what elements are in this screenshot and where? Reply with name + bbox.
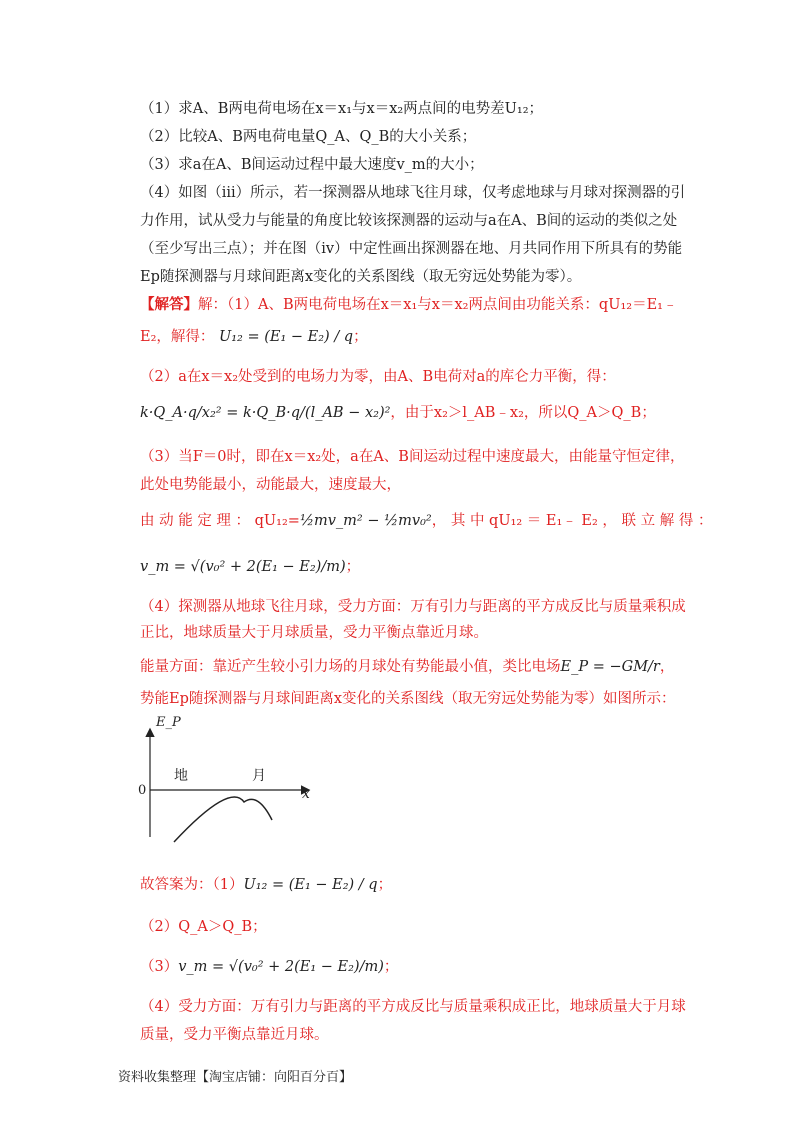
final-2-line: （2）Q_A＞Q_B； (140, 919, 267, 935)
final-3-line (140, 956, 398, 978)
x-axis-label: x (302, 786, 310, 802)
answer-3-line-3 (140, 510, 712, 532)
answer-3-line-1: （3）当F＝0时，即在x＝x₂处，a在A、B间运动过程中速度最大，由能量守恒定律， (140, 449, 685, 465)
earth-label: 地 (174, 768, 188, 784)
answer-3-line-2: 此处电势能最小，动能最大，速度最大， (140, 477, 401, 493)
question-3: （3）求a在A、B间运动过程中最大速度v_m的大小； (140, 157, 484, 173)
final-4-line-2: 质量，受力平衡点靠近月球。 (140, 1027, 329, 1043)
answer-2-line-1: （2）a在x＝x₂处受到的电场力为零，由A、B电荷对a的库仑力平衡，得： (140, 369, 616, 385)
answer-3-result-line (140, 556, 360, 578)
question-2: （2）比较A、B两电荷电量Q_A、Q_B的大小关系； (140, 129, 477, 145)
final-3-formula: v_m = √(v₀² + 2(E₁ − E₂)/m) (178, 959, 384, 975)
energy-curve (174, 797, 272, 842)
final-4-line-1: （4）受力方面：万有引力与距离的平方成反比与质量乘积成正比，地球质量大于月球 (140, 999, 686, 1015)
answer-1-end: ； (353, 329, 368, 345)
answer-1-text: 解：（1）A、B两电荷电场在x＝x₁与x＝x₂两点间由功能关系：qU₁₂＝E₁﹣ (198, 297, 678, 313)
y-axis-label: E_P (156, 715, 181, 730)
final-1-end: ； (377, 877, 393, 893)
answer-3-end: ； (345, 559, 361, 575)
origin-label: 0 (138, 783, 147, 798)
answer-2-post: ，由于x₂＞l_AB﹣x₂，所以Q_A＞Q_B； (390, 405, 656, 421)
answer-3-post: ， 其 中 qU₁₂ ＝ E₁﹣ E₂ ， 联 立 解 得 ： (431, 513, 713, 529)
question-4-line-1: （4）如图（iii）所示，若一探测器从地球飞往月球，仅考虑地球与月球对探测器的引 (140, 185, 686, 201)
answer-4-line-4: 势能Ep随探测器与月球间距离x变化的关系图线（取无穷远处势能为零）如图所示： (140, 691, 676, 707)
question-4-line-4: Ep随探测器与月球间距离x变化的关系图线（取无穷远处势能为零）。 (140, 269, 582, 285)
answer-1-formula: U₁₂ = (E₁ − E₂) / q (219, 329, 354, 345)
answer-3-formula: ½mv_m² − ½mv₀² (299, 513, 432, 529)
answer-1-text-2: E₂，解得： (140, 329, 215, 345)
answer-3-pre: 由 动 能 定 理 ： qU₁₂= (140, 513, 300, 529)
final-1-formula: U₁₂ = (E₁ − E₂) / q (243, 877, 378, 893)
answer-2-line-2 (140, 402, 656, 424)
answer-2-formula: k·Q_A·q/x₂² = k·Q_B·q/(l_AB − x₂)² (140, 405, 391, 421)
answer-4-line-2: 正比，地球质量大于月球质量，受力平衡点靠近月球。 (140, 625, 488, 641)
final-3-pre: （3） (140, 959, 179, 975)
answer-1-line-1 (140, 294, 677, 316)
question-4-line-3: （至少写出三点）；并在图（iv）中定性画出探测器在地、月共同作用下所具有的势能 (140, 241, 683, 257)
question-4-line-2: 力作用，试从受力与能量的角度比较该探测器的运动与a在A、B间的运动的类似之处 (140, 213, 678, 229)
final-1-line (140, 874, 392, 896)
answer-4-formula: E_P = −GM/r (560, 659, 660, 675)
answer-4-pre: 能量方面：靠近产生较小引力场的月球处有势能最小值，类比电场 (140, 659, 561, 675)
footer-source: 资料收集整理【淘宝店铺：向阳百分百】 (118, 1070, 353, 1085)
moon-label: 月 (252, 768, 266, 784)
answer-4-line-1: （4）探测器从地球飞往月球，受力方面：万有引力与距离的平方成反比与质量乘积成 (140, 599, 686, 615)
answer-4-line-3 (140, 656, 674, 678)
answer-1-line-2 (140, 326, 368, 348)
potential-energy-graph (130, 712, 330, 852)
final-intro: 故答案为：（1） (140, 877, 244, 893)
answer-tag: 【解答】 (140, 296, 198, 313)
final-3-end: ； (383, 959, 399, 975)
answer-4-post: ， (659, 659, 675, 675)
question-1: （1）求A、B两电荷电场在x＝x₁与x＝x₂两点间的电势差U₁₂； (140, 101, 544, 117)
answer-3-result: v_m = √(v₀² + 2(E₁ − E₂)/m) (140, 559, 346, 575)
